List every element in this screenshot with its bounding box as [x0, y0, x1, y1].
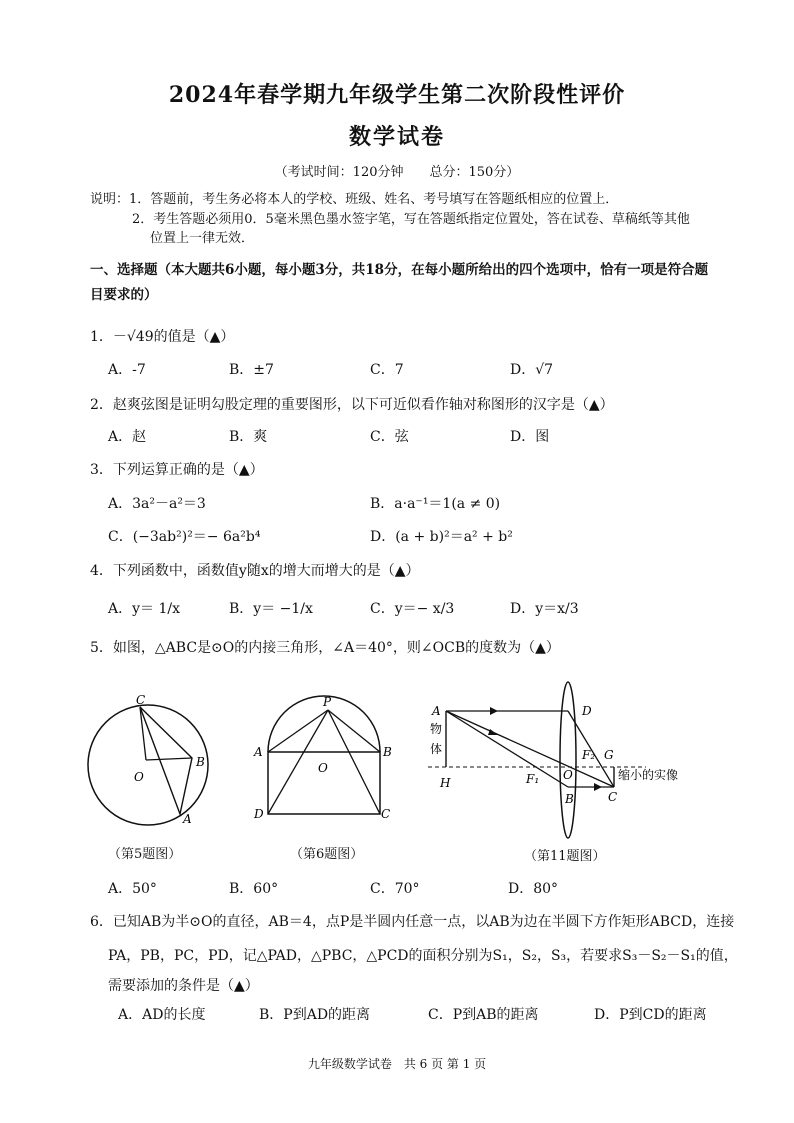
fig11-label-g: G	[604, 748, 614, 762]
question-5-option-c: C．70°	[370, 881, 420, 897]
fig5-segment-ob	[146, 758, 192, 760]
fig11-ray-bc-arrow	[594, 783, 602, 791]
question-1-option-b: B．±7	[229, 362, 274, 378]
fig11-label-c: C	[608, 790, 618, 804]
question-6-option-c: C．P到AB的距离	[428, 1007, 539, 1023]
section-heading-line-2: 目要求的）	[90, 287, 158, 303]
section-heading-line-1: 一、选择题（本大题共6小题，每小题3分，共18分，在每小题所给出的四个选项中，恰有一项是符合题	[90, 262, 709, 278]
fig11-label-a: A	[432, 704, 441, 718]
figure-5-caption: （第5题图）	[108, 847, 182, 862]
question-4-stem: 4．下列函数中，函数值y随x的增大而增大的是（▲）	[90, 563, 420, 579]
question-1-option-c: C．7	[370, 362, 404, 378]
question-3-option-b: B．a·a⁻¹＝1(a ≠ 0)	[370, 496, 501, 512]
fig11-object-label-1: 物	[430, 722, 443, 736]
question-3-option-d: D．(a + b)²＝a² + b²	[370, 529, 513, 545]
question-5-option-d: D．80°	[508, 881, 559, 897]
figure-6-diagram	[250, 690, 400, 830]
fig6-segment-pb	[328, 710, 380, 752]
question-6-stem-line-3: 需要添加的条件是（▲）	[108, 978, 259, 994]
question-5-stem: 5．如图，△ABC是⊙O的内接三角形，∠A＝40°，则∠OCB的度数为（▲）	[90, 640, 560, 656]
fig11-image-label: 缩小的实像	[618, 768, 679, 782]
exam-title: 2024年春学期九年级学生第二次阶段性评价	[168, 82, 626, 108]
question-4-option-b: B．y＝ −1/x	[229, 601, 313, 617]
page-footer: 九年级数学试卷 共 6 页 第 1 页	[307, 1057, 487, 1071]
figure-5-diagram	[80, 690, 220, 840]
figure-11-caption: （第11题图）	[524, 849, 606, 864]
question-2-option-c: C．弦	[370, 429, 409, 445]
note-line-1: 说明：1．答题前，考生务必将本人的学校、班级、姓名、考号填写在答题纸相应的位置上．	[90, 192, 619, 207]
fig6-segment-pa	[268, 710, 328, 752]
question-5-option-a: A．50°	[108, 881, 157, 897]
fig11-ray-aoc-arrow	[488, 729, 498, 735]
fig6-label-c: C	[381, 807, 391, 821]
exam-info: （考试时间：120分钟 总分：150分）	[274, 165, 520, 180]
question-6-option-b: B．P到AD的距离	[259, 1007, 371, 1023]
note-line-3: 位置上一律无效．	[150, 231, 255, 246]
fig11-label-f2: F₂	[582, 748, 596, 762]
fig11-lens	[560, 682, 576, 838]
question-6-stem-line-1: 6．已知AB为半⊙O的直径，AB＝4，点P是半圆内任意一点，以AB为边在半圆下方作矩形ABCD，连接	[90, 914, 735, 930]
question-1-option-d: D．√7	[510, 362, 554, 378]
question-3-option-c: C．(−3ab²)²＝− 6a²b⁴	[108, 529, 261, 545]
fig5-label-c: C	[136, 693, 146, 707]
fig5-label-b: B	[196, 755, 205, 769]
question-6-option-d: D．P到CD的距离	[594, 1007, 707, 1023]
question-3-stem: 3．下列运算正确的是（▲）	[90, 462, 264, 478]
question-4-option-c: C．y＝− x/3	[370, 601, 455, 617]
figure-6-caption: （第6题图）	[290, 847, 364, 862]
exam-subtitle: 数学试卷	[348, 124, 445, 150]
fig6-label-p: P	[323, 695, 332, 709]
fig6-segment-pc	[328, 710, 380, 814]
question-1-option-a: A．-7	[108, 362, 146, 378]
question-6-stem-line-2: PA，PB，PC，PD，记△PAD，△PBC，△PCD的面积分别为S₁，S₂，S₃，若要求S₃－S₂－S₁的值，	[108, 948, 738, 964]
question-2-stem: 2．赵爽弦图是证明勾股定理的重要图形，以下可近似看作轴对称图形的汉字是（▲）	[90, 397, 614, 413]
question-5-option-b: B．60°	[229, 881, 279, 897]
question-3-option-a: A．3a²－a²＝3	[108, 496, 206, 512]
fig11-ray-ad-arrow	[490, 707, 498, 715]
fig11-label-f1: F₁	[526, 772, 540, 786]
fig6-label-b: B	[383, 745, 392, 759]
fig6-label-d: D	[254, 807, 264, 821]
fig11-label-o: O	[563, 768, 573, 782]
question-2-option-d: D．图	[510, 429, 550, 445]
question-2-option-b: B．爽	[229, 429, 268, 445]
fig11-label-d: D	[582, 704, 592, 718]
question-2-option-a: A．赵	[108, 429, 147, 445]
fig11-label-b: B	[565, 792, 574, 806]
question-4-option-a: A．y＝ 1/x	[108, 601, 180, 617]
fig5-label-a: A	[183, 812, 192, 826]
question-1-stem: 1．－√49的值是（▲）	[90, 329, 235, 345]
fig11-object-label-2: 体	[430, 742, 443, 756]
note-line-2: 2．考生答题必须用0．5毫米黑色墨水签字笔，写在答题纸指定位置处，答在试卷、草稿纸等其他	[132, 212, 690, 227]
fig11-label-h: H	[440, 776, 451, 790]
fig5-label-o: O	[134, 770, 144, 784]
fig6-label-a: A	[254, 745, 263, 759]
fig6-label-o: O	[318, 761, 328, 775]
fig11-ray-ab	[446, 711, 568, 787]
figure-11-diagram	[418, 675, 679, 845]
question-6-option-a: A．AD的长度	[118, 1007, 206, 1023]
question-4-option-d: D．y＝x/3	[510, 601, 579, 617]
